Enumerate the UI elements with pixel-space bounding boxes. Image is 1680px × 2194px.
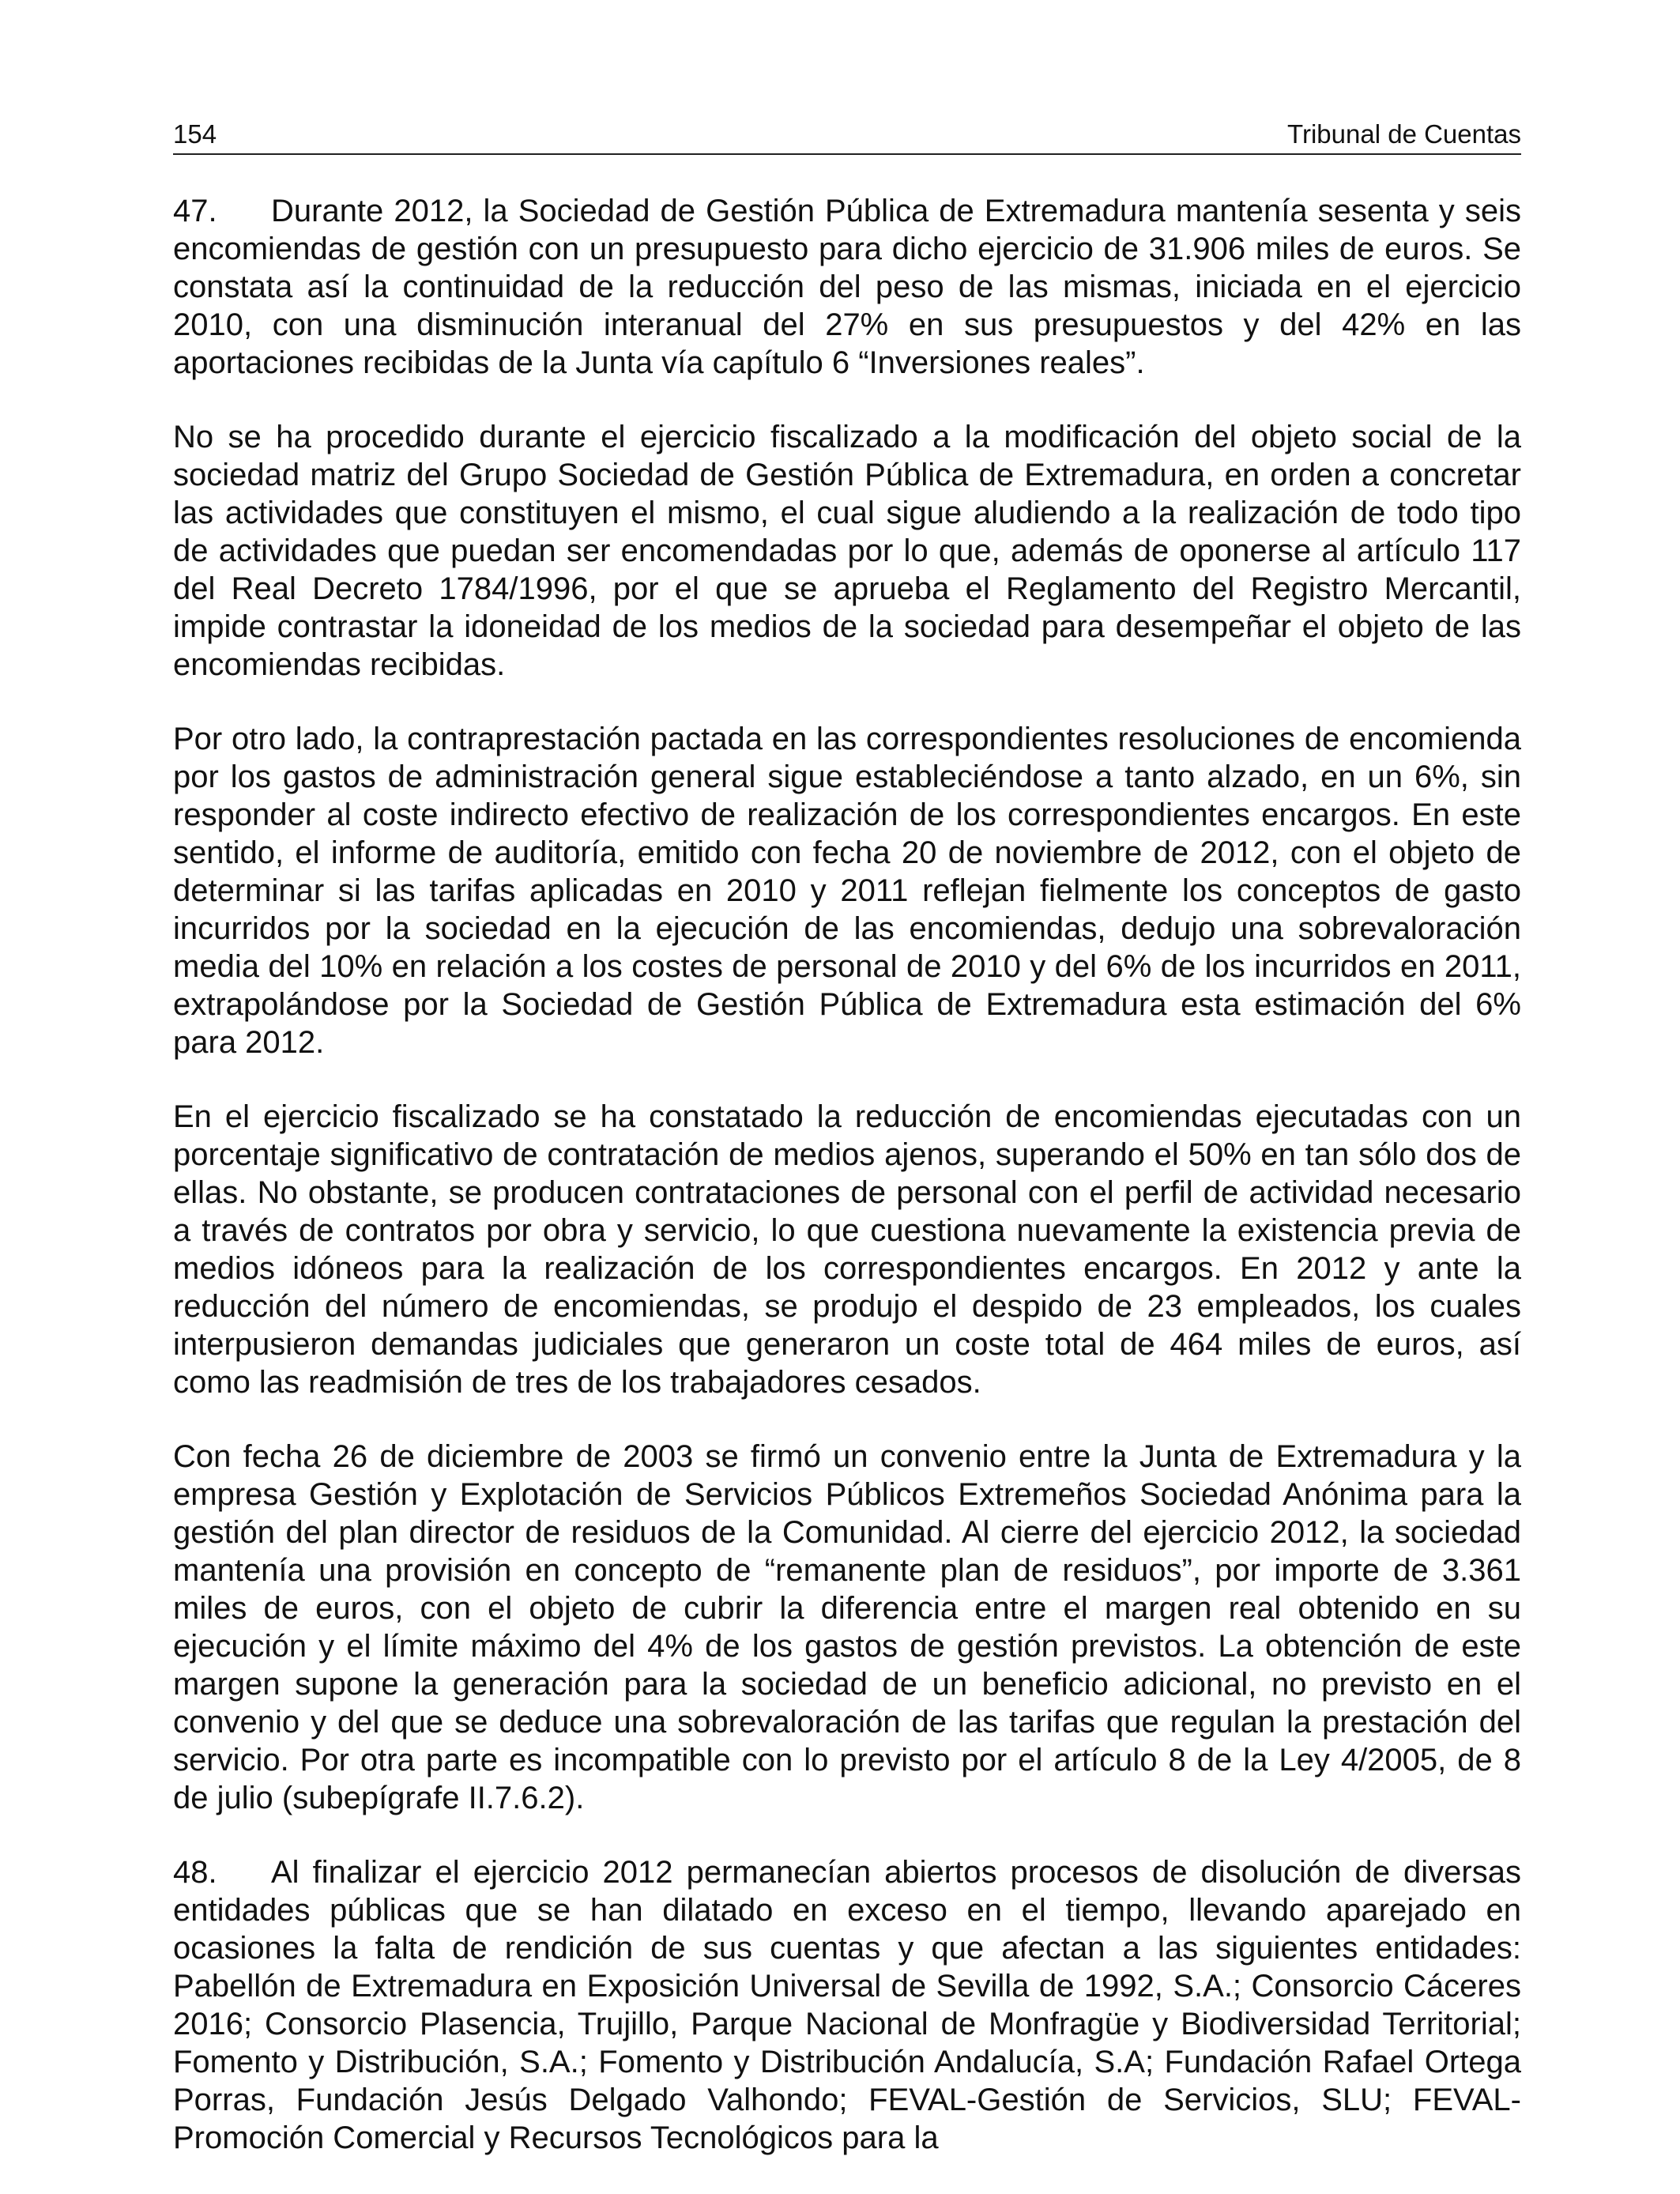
paragraph-48 (173, 1853, 1521, 2157)
paragraph-number: 47. (173, 194, 217, 228)
paragraph-contraprestacion (173, 720, 1521, 1061)
paragraph-encomiendas-ejecutadas (173, 1098, 1521, 1401)
paragraph-text: Al finalizar el ejercicio 2012 permanecían abiertos procesos de disolución de diversas entidades públicas que se han dilatado en exceso en el tiempo, llevando aparejado en ocasiones la falta de rendición de sus cuentas y que afectan a las siguientes entidades: Pabellón de Extremadura en Exposición Universal de Sevilla de 1992, S.A.; Consorcio Cáceres 2016; Consorcio Plasencia, Trujillo, Parque Nacional de Monfragüe y Biodiversidad Territorial; Fomento y Distribución, S.A.; Fomento y Distribución Andalucía, S.A; Fundación Rafael Ortega Porras, Fundación Jesús Delgado Valhondo; FEVAL-Gestión de Servicios, SLU; FEVAL- Promoción Comercial y Recursos Tecnológicos para la (173, 1855, 1521, 2155)
paragraph-text: Durante 2012, la Sociedad de Gestión Pública de Extremadura mantenía sesenta y seis encomiendas de gestión con un presupuesto para dicho ejercicio de 31.906 miles de euros. Se constata así la continuidad de la reducción del peso de las mismas, iniciada en el ejercicio 2010, con una disminución interanual del 27% en sus presupuestos y del 42% en las aportaciones recibidas de la Junta vía capítulo 6 “Inversiones reales”. (173, 194, 1521, 380)
paragraph-text: No se ha procedido durante el ejercicio fiscalizado a la modificación del objeto social de la sociedad matriz del Grupo Sociedad de Gestión Pública de Extremadura, en orden a concretar las actividades que constituyen el mismo, el cual sigue aludiendo a la realización de todo tipo de actividades que puedan ser encomendadas por lo que, además de oponerse al artículo 117 del Real Decreto 1784/1996, por el que se aprueba el Reglamento del Registro Mercantil, impide contrastar la idoneidad de los medios de la sociedad para desempeñar el objeto de las encomiendas recibidas. (173, 420, 1521, 682)
body-text (173, 192, 1521, 2193)
paragraph-47 (173, 192, 1521, 382)
paragraph-number: 48. (173, 1855, 217, 1890)
paragraph-text: En el ejercicio fiscalizado se ha constatado la reducción de encomiendas ejecutadas con un porcentaje significativo de contratación de medios ajenos, superando el 50% en tan sólo dos de ellas. No obstante, se producen contrataciones de personal con el perfil de actividad necesario a través de contratos por obra y servicio, lo que cuestiona nuevamente la existencia previa de medios idóneos para la realización de los correspondientes encargos. En 2012 y ante la reducción del número de encomiendas, se produjo el despido de 23 empleados, los cuales interpusieron demandas judiciales que generaron un coste total de 464 miles de euros, así como las readmisión de tres de los trabajadores cesados. (173, 1099, 1521, 1400)
paragraph-objeto-social (173, 418, 1521, 684)
paragraph-convenio-residuos (173, 1438, 1521, 1817)
page-header (173, 119, 1521, 155)
paragraph-text: Por otro lado, la contraprestación pactada en las correspondientes resoluciones de encomienda por los gastos de administración general sigue estableciéndose a tanto alzado, en un 6%, sin responder al coste indirecto efectivo de realización de los correspondientes encargos. En este sentido, el informe de auditoría, emitido con fecha 20 de noviembre de 2012, con el objeto de determinar si las tarifas aplicadas en 2010 y 2011 reflejan fielmente los conceptos de gasto incurridos por la sociedad en la ejecución de las encomiendas, dedujo una sobrevaloración media del 10% en relación a los costes de personal de 2010 y del 6% de los incurridos en 2011, extrapolándose por la Sociedad de Gestión Pública de Extremadura esta estimación del 6% para 2012. (173, 722, 1521, 1060)
running-title: Tribunal de Cuentas (1287, 119, 1521, 149)
paragraph-text: Con fecha 26 de diciembre de 2003 se firmó un convenio entre la Junta de Extremadura y la empresa Gestión y Explotación de Servicios Públicos Extremeños Sociedad Anónima para la gestión del plan director de residuos de la Comunidad. Al cierre del ejercicio 2012, la sociedad mantenía una provisión en concepto de “remanente plan de residuos”, por importe de 3.361 miles de euros, con el objeto de cubrir la diferencia entre el margen real obtenido en su ejecución y el límite máximo del 4% de los gastos de gestión previstos. La obtención de este margen supone la generación para la sociedad de un beneficio adicional, no previsto en el convenio y del que se deduce una sobrevaloración de las tarifas que regulan la prestación del servicio. Por otra parte es incompatible con lo previsto por el artículo 8 de la Ley 4/2005, de 8 de julio (subepígrafe II.7.6.2). (173, 1439, 1521, 1815)
page-number: 154 (173, 119, 217, 149)
